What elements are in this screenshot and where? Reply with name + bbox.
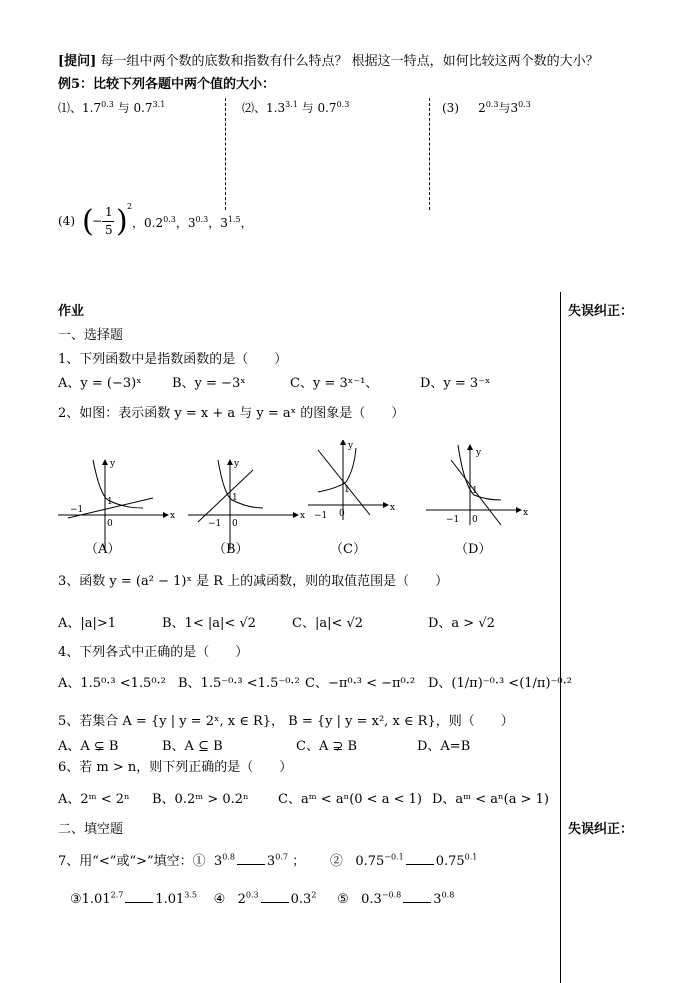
q2-caption-d: （D） <box>455 542 492 557</box>
q3-option-a: A、|a|>1 <box>58 616 117 631</box>
graph-b-zero: 0 <box>232 519 238 529</box>
question-text: 每一组中两个数的底数和指数有什么特点？ 根据这一特点，如何比较这两个数的大小？ <box>100 54 599 69</box>
graph-d-zero: 0 <box>472 515 478 525</box>
q6-option-a: A、2ᵐ < 2ⁿ <box>58 792 130 807</box>
q1-option-a: A、y = (−3)ˣ <box>58 376 142 391</box>
q5-option-a: A、A ⊊ B <box>58 739 119 754</box>
graph-d-neg-one: −1 <box>446 515 460 525</box>
example-item-3: (3) $2^{0.3}$与$3^{0.3}$ <box>442 100 531 115</box>
q4-option-b: B、1.5⁻⁰·³ <1.5⁻⁰·² <box>178 676 300 691</box>
q7-blank-4[interactable] <box>261 892 289 903</box>
graph-c-x-label: x <box>390 503 396 513</box>
q2-caption-b: （B） <box>213 542 249 557</box>
side-label-correction-1: 失误纠正： <box>568 304 634 319</box>
q1-option-b: B、y = −3ˣ <box>172 376 246 391</box>
q1-option-d: D、y = 3⁻ˣ <box>420 376 491 391</box>
q2-text: 2、如图：表示函数 y = x + a 与 y = aˣ 的图象是（ ） <box>58 406 405 421</box>
graph-d-x-label: x <box>523 508 529 518</box>
example-item-2: ⑵、$1.3^{3.1}$ 与 $0.7^{0.3}$ <box>242 100 350 115</box>
q7-line-1: 7、用“<”或“>”填空：① $3^{0.8}$ $3^{0.7}$ ； ② $0.75^{-0.1}$ $0.75^{0.1}$ <box>58 852 478 869</box>
q7-blank-3[interactable] <box>125 892 153 903</box>
side-divider <box>560 292 561 983</box>
q2-caption-a: （A） <box>85 542 121 557</box>
paren-left: ( <box>82 204 94 239</box>
section-choice: 一、选择题 <box>58 328 124 343</box>
q3-option-b: B、1< |a|< √2 <box>162 616 256 631</box>
q7-blank-1[interactable] <box>237 854 265 865</box>
graph-c-neg-one: −1 <box>314 511 328 521</box>
q4-option-d: D、(1/π)⁻⁰·³ <(1/π)⁻⁰·² <box>428 676 572 691</box>
example-item-1: ⑴、$1.7^{0.3}$ 与 $0.7^{3.1}$ <box>58 100 166 115</box>
graph-c-y-label: y <box>348 441 354 451</box>
divider-dashed-2 <box>429 98 430 210</box>
q6-option-b: B、0.2ᵐ > 0.2ⁿ <box>152 792 249 807</box>
q6-option-c: C、aᵐ < aⁿ(0 < a < 1) <box>278 792 422 807</box>
q2-graphs <box>58 440 598 560</box>
q4-text: 4、下列各式中正确的是（ ） <box>58 645 249 660</box>
graph-c-zero: 0 <box>339 509 345 519</box>
section-fill: 二、填空题 <box>58 822 124 837</box>
q7-blank-2[interactable] <box>406 854 434 865</box>
graph-d <box>426 445 528 525</box>
graph-d-y-label: y <box>476 448 482 458</box>
graph-d-one: 1 <box>472 486 478 496</box>
q6-option-d: D、aᵐ < aⁿ(a > 1) <box>432 792 550 807</box>
q3-option-d: D、a > √2 <box>428 616 495 631</box>
graph-b <box>188 459 305 550</box>
q4-option-a: A、1.5⁰·³ <1.5⁰·² <box>58 676 166 691</box>
q5-option-c: C、A ⊋ B <box>296 739 358 754</box>
q2-caption-c: （C） <box>330 542 366 557</box>
q3-option-c: C、|a|< √2 <box>292 616 364 631</box>
q6-text: 6、若 m > n，则下列正确的是（ ） <box>58 760 293 775</box>
graph-b-x-label: x <box>300 511 306 521</box>
q7-blank-5[interactable] <box>403 892 431 903</box>
graph-b-one: 1 <box>232 493 238 503</box>
q7-line-2: $③1.01^{2.7}$ $1.01^{3.5}$ ④ $2^{0.3}$ $0.3^2$ ⑤ $0.3^{-0.8}$ $3^{0.8}$ <box>70 890 455 907</box>
graph-a <box>58 459 175 550</box>
graph-a-x-label: x <box>170 511 176 521</box>
paren-right: ) <box>116 204 128 239</box>
graph-c-one: 1 <box>344 485 350 495</box>
q4-option-c: C、−π⁰·³ < −π⁰·² <box>305 676 416 691</box>
graph-c <box>308 440 395 521</box>
q1-text: 1、下列函数中是指数函数的是（ ） <box>58 352 288 367</box>
q5-option-b: B、A ⊆ B <box>162 739 223 754</box>
q3-text: 3、函数 y = (a² − 1)ˣ 是 R 上的减函数，则的取值范围是（ ） <box>58 574 449 589</box>
divider-dashed-1 <box>225 98 226 210</box>
homework-title: 作业 <box>58 304 85 319</box>
graph-b-y-label: y <box>234 459 240 469</box>
fraction-bar <box>102 221 114 222</box>
graph-a-one: 1 <box>107 497 113 507</box>
graph-b-neg-one: −1 <box>208 519 222 529</box>
graph-a-y-label: y <box>110 459 116 469</box>
graph-a-neg-one: −1 <box>70 505 84 515</box>
q5-option-d: D、A=B <box>417 739 471 754</box>
graph-a-zero: 0 <box>107 519 113 529</box>
q5-text: 5、若集合 A = {y | y = 2ˣ, x ∈ R}， B = {y | y = x², x ∈ R}，则（ ） <box>58 714 514 729</box>
side-label-correction-2: 失误纠正： <box>568 822 634 837</box>
question-tag: [提问] <box>58 54 97 69</box>
example-title: 例5：比较下列各题中两个值的大小： <box>58 77 276 92</box>
q1-option-c: C、y = 3ˣ⁻¹、 <box>290 376 379 391</box>
question-line <box>58 50 599 69</box>
